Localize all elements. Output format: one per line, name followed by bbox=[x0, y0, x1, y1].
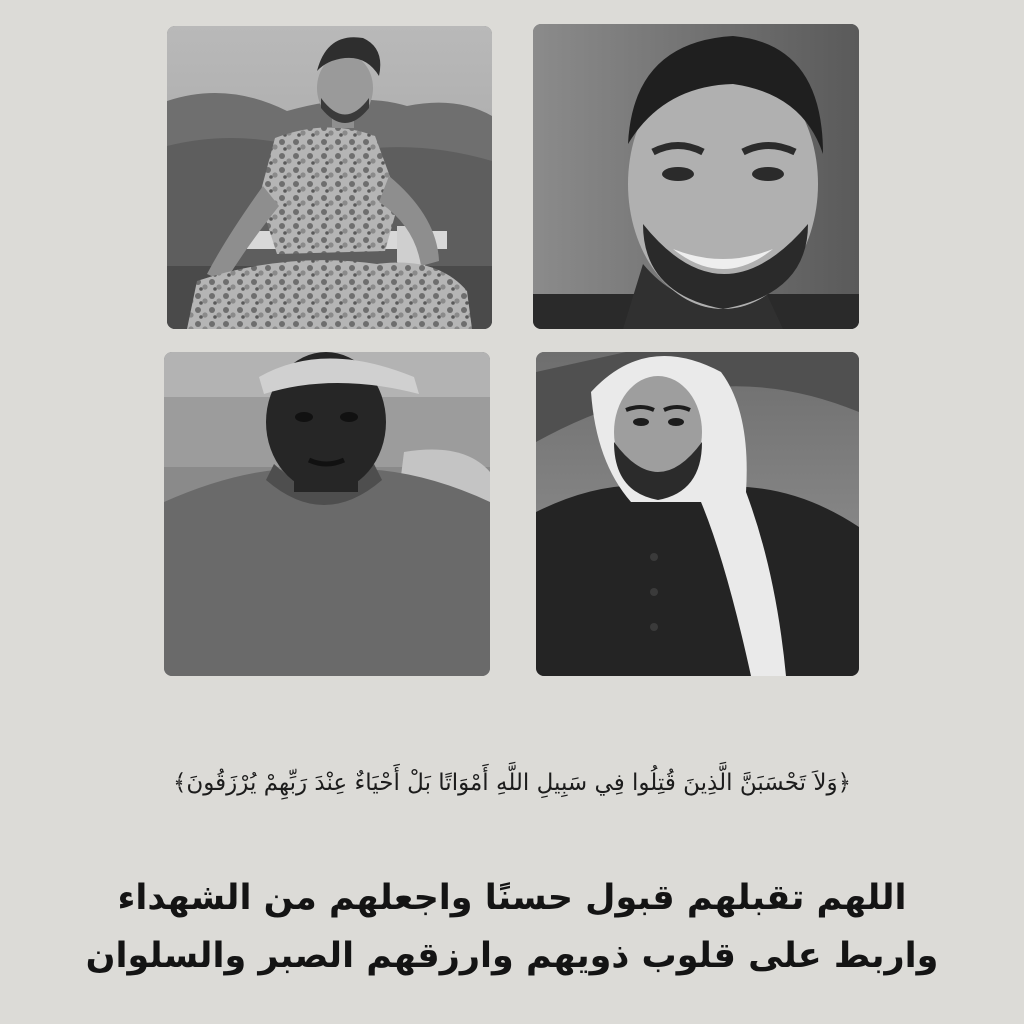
man-in-headscarf-photo bbox=[536, 352, 859, 676]
smiling-man-portrait-photo bbox=[533, 24, 859, 329]
quran-verse: ﴿وَلاَ تَحْسَبَنَّ الَّذِينَ قُتِلُوا فِي سَبِيلِ اللَّهِ أَمْوَاتًا بَلْ أَحْيَاءٌ عِنْدَ رَبِّهِمْ يُرْزَقُونَ﴾ bbox=[172, 770, 852, 796]
seated-soldier-camouflage-photo bbox=[167, 26, 492, 329]
man-in-cap-tshirt-photo bbox=[164, 352, 490, 676]
prayer-line-2: واربط على قلوب ذويهم وارزقهم الصبر والسلوان bbox=[85, 936, 939, 976]
prayer-line-1: اللهم تقبلهم قبول حسنًا واجعلهم من الشهداء bbox=[117, 878, 907, 918]
